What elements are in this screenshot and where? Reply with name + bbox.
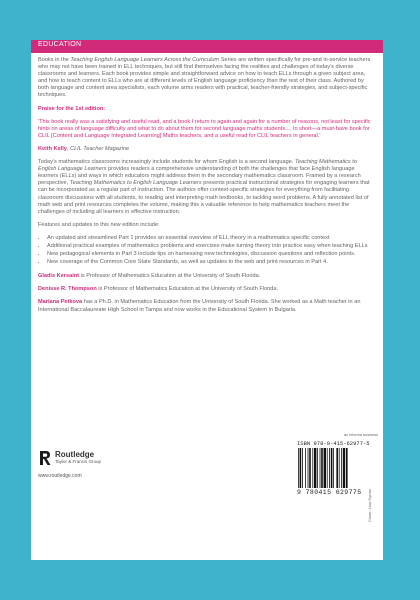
- routledge-r-icon: [38, 450, 52, 466]
- praise-quote: 'This book really was a satisfying and useful read, and a book I return to again and again for a number of reasons, not least for specific hints on areas of language difficulty and what to do about them for second language maths students.... In short—a must-have book for CLIL [Content and Language Integrated Learning] Maths teachers, and a useful read for CLIL teachers in general.': [38, 118, 371, 139]
- section-bar: [31, 40, 383, 53]
- review-publication: CLIL Teacher Magazine: [70, 145, 130, 152]
- feature-item: • Additional practical examples of mathematics problems and exercises make turning theory into practice easy when teaching ELLs: [47, 243, 373, 250]
- feature-item: • New pedagogical elements in Part 3 include tips on harnessing new technologies, discussion questions and reflection points.: [47, 251, 373, 258]
- feature-item: • New coverage of the Common Core State Standards, as well as updates to the web and print resources in Part 4.: [47, 259, 373, 266]
- intro-text-1: Books in the: [38, 57, 71, 63]
- publisher-group: Taylor & Francis Group: [55, 459, 102, 464]
- barcode-image: [297, 448, 371, 488]
- body-text-2: provides readers a comprehensive understanding of both the challenges that face English language learners (ELLs) and ways in which educators might address them in the secondary mathematics classroom. Framed by a research perspective,: [38, 166, 361, 187]
- blurb-content: [38, 57, 373, 320]
- author-name: Gladis Kersaint: [38, 273, 80, 280]
- feature-item: • An updated and streamlined Part 1 provides an essential overview of ELL theory in a mathematics specific context: [47, 235, 373, 242]
- author-bio-text: has a Ph.D. in Mathematics Education from the University of South Florida. She worked as a Math teacher in an International Baccalaureate High School in Tampa and now works in the Educational System in Bulgaria.: [38, 299, 361, 313]
- publisher-name-block: [55, 450, 101, 464]
- praise-heading: Praise for the 1st edition:: [38, 105, 106, 112]
- publisher-name: Routledge: [55, 450, 95, 459]
- cover-credit: [367, 484, 375, 524]
- body-text-3: presents practical instructional strategies for engaging learners that can be incorporated as a regular part of instruction. The authors offer context-specific strategies for everything from facilitating classroom discussions with all students, to reading and interpreting math textbooks, to tackling word problems. A fully annotated list of math web and print resources completes the volume, making this a valuable reference to help mathematics teachers meet the challenges of including all learners in effective instruction.: [38, 180, 370, 215]
- intro-paragraph: [38, 57, 373, 100]
- book-title-mention-1: Teaching Mathematics to English Language Learners: [38, 159, 357, 173]
- cover-credit-text: Cover: Lisa Dynan: [367, 489, 372, 522]
- book-title-mention-2: Teaching Mathematics to English Language Learners: [69, 180, 202, 187]
- informa-tagline: an informa business: [344, 433, 378, 437]
- body-paragraph: [38, 159, 373, 216]
- author-bio-text: is Professor of Mathematics Education at the University of South Florida.: [79, 273, 261, 280]
- publisher-url: www.routledge.com: [38, 473, 82, 479]
- series-title: Teaching English Language Learners Across the Curriculum: [70, 57, 220, 63]
- author-bio-text: is Professor of Mathematics Education at the University of South Florida.: [96, 286, 279, 293]
- author-name: Denisse R. Thompson: [38, 286, 97, 293]
- content-panel: [31, 40, 383, 560]
- features-list: [38, 235, 373, 266]
- author-bio: [38, 299, 373, 313]
- section-label: EDUCATION: [38, 41, 82, 48]
- praise-attribution: Keith Kelly, CLIL Teacher Magazine: [38, 145, 130, 152]
- author-bio: [38, 273, 373, 280]
- author-name: Mariana Petkova: [38, 299, 83, 306]
- barcode-number: 9 780415 629775: [297, 489, 362, 496]
- reviewer-name: Keith Kelly: [38, 145, 67, 152]
- intro-text-2: Series are written specifically for pre-and in-service teachers who may not have been trained in ELL techniques, but still find themselves facing the realities and challenges of today's diverse classrooms and learners. Each book provides simple and straightforward advice on how to teach ELLs through a given subject area, and how to teach content to ELLs who are at different levels of English language proficiency than the rest of their class. Authored by both language and content area specialists, each volume arms readers with practical, teacher-friendly strategies, and subject-specific techniques.: [38, 57, 371, 99]
- isbn-label: ISBN 978-0-415-62977-5: [297, 440, 370, 447]
- author-bio: [38, 286, 373, 293]
- top-stripe: [0, 0, 420, 40]
- features-intro: Features and updates to this new edition include:: [38, 221, 160, 228]
- body-text-1: Today's mathematics classrooms increasingly include students for whom English is a second language.: [38, 159, 295, 166]
